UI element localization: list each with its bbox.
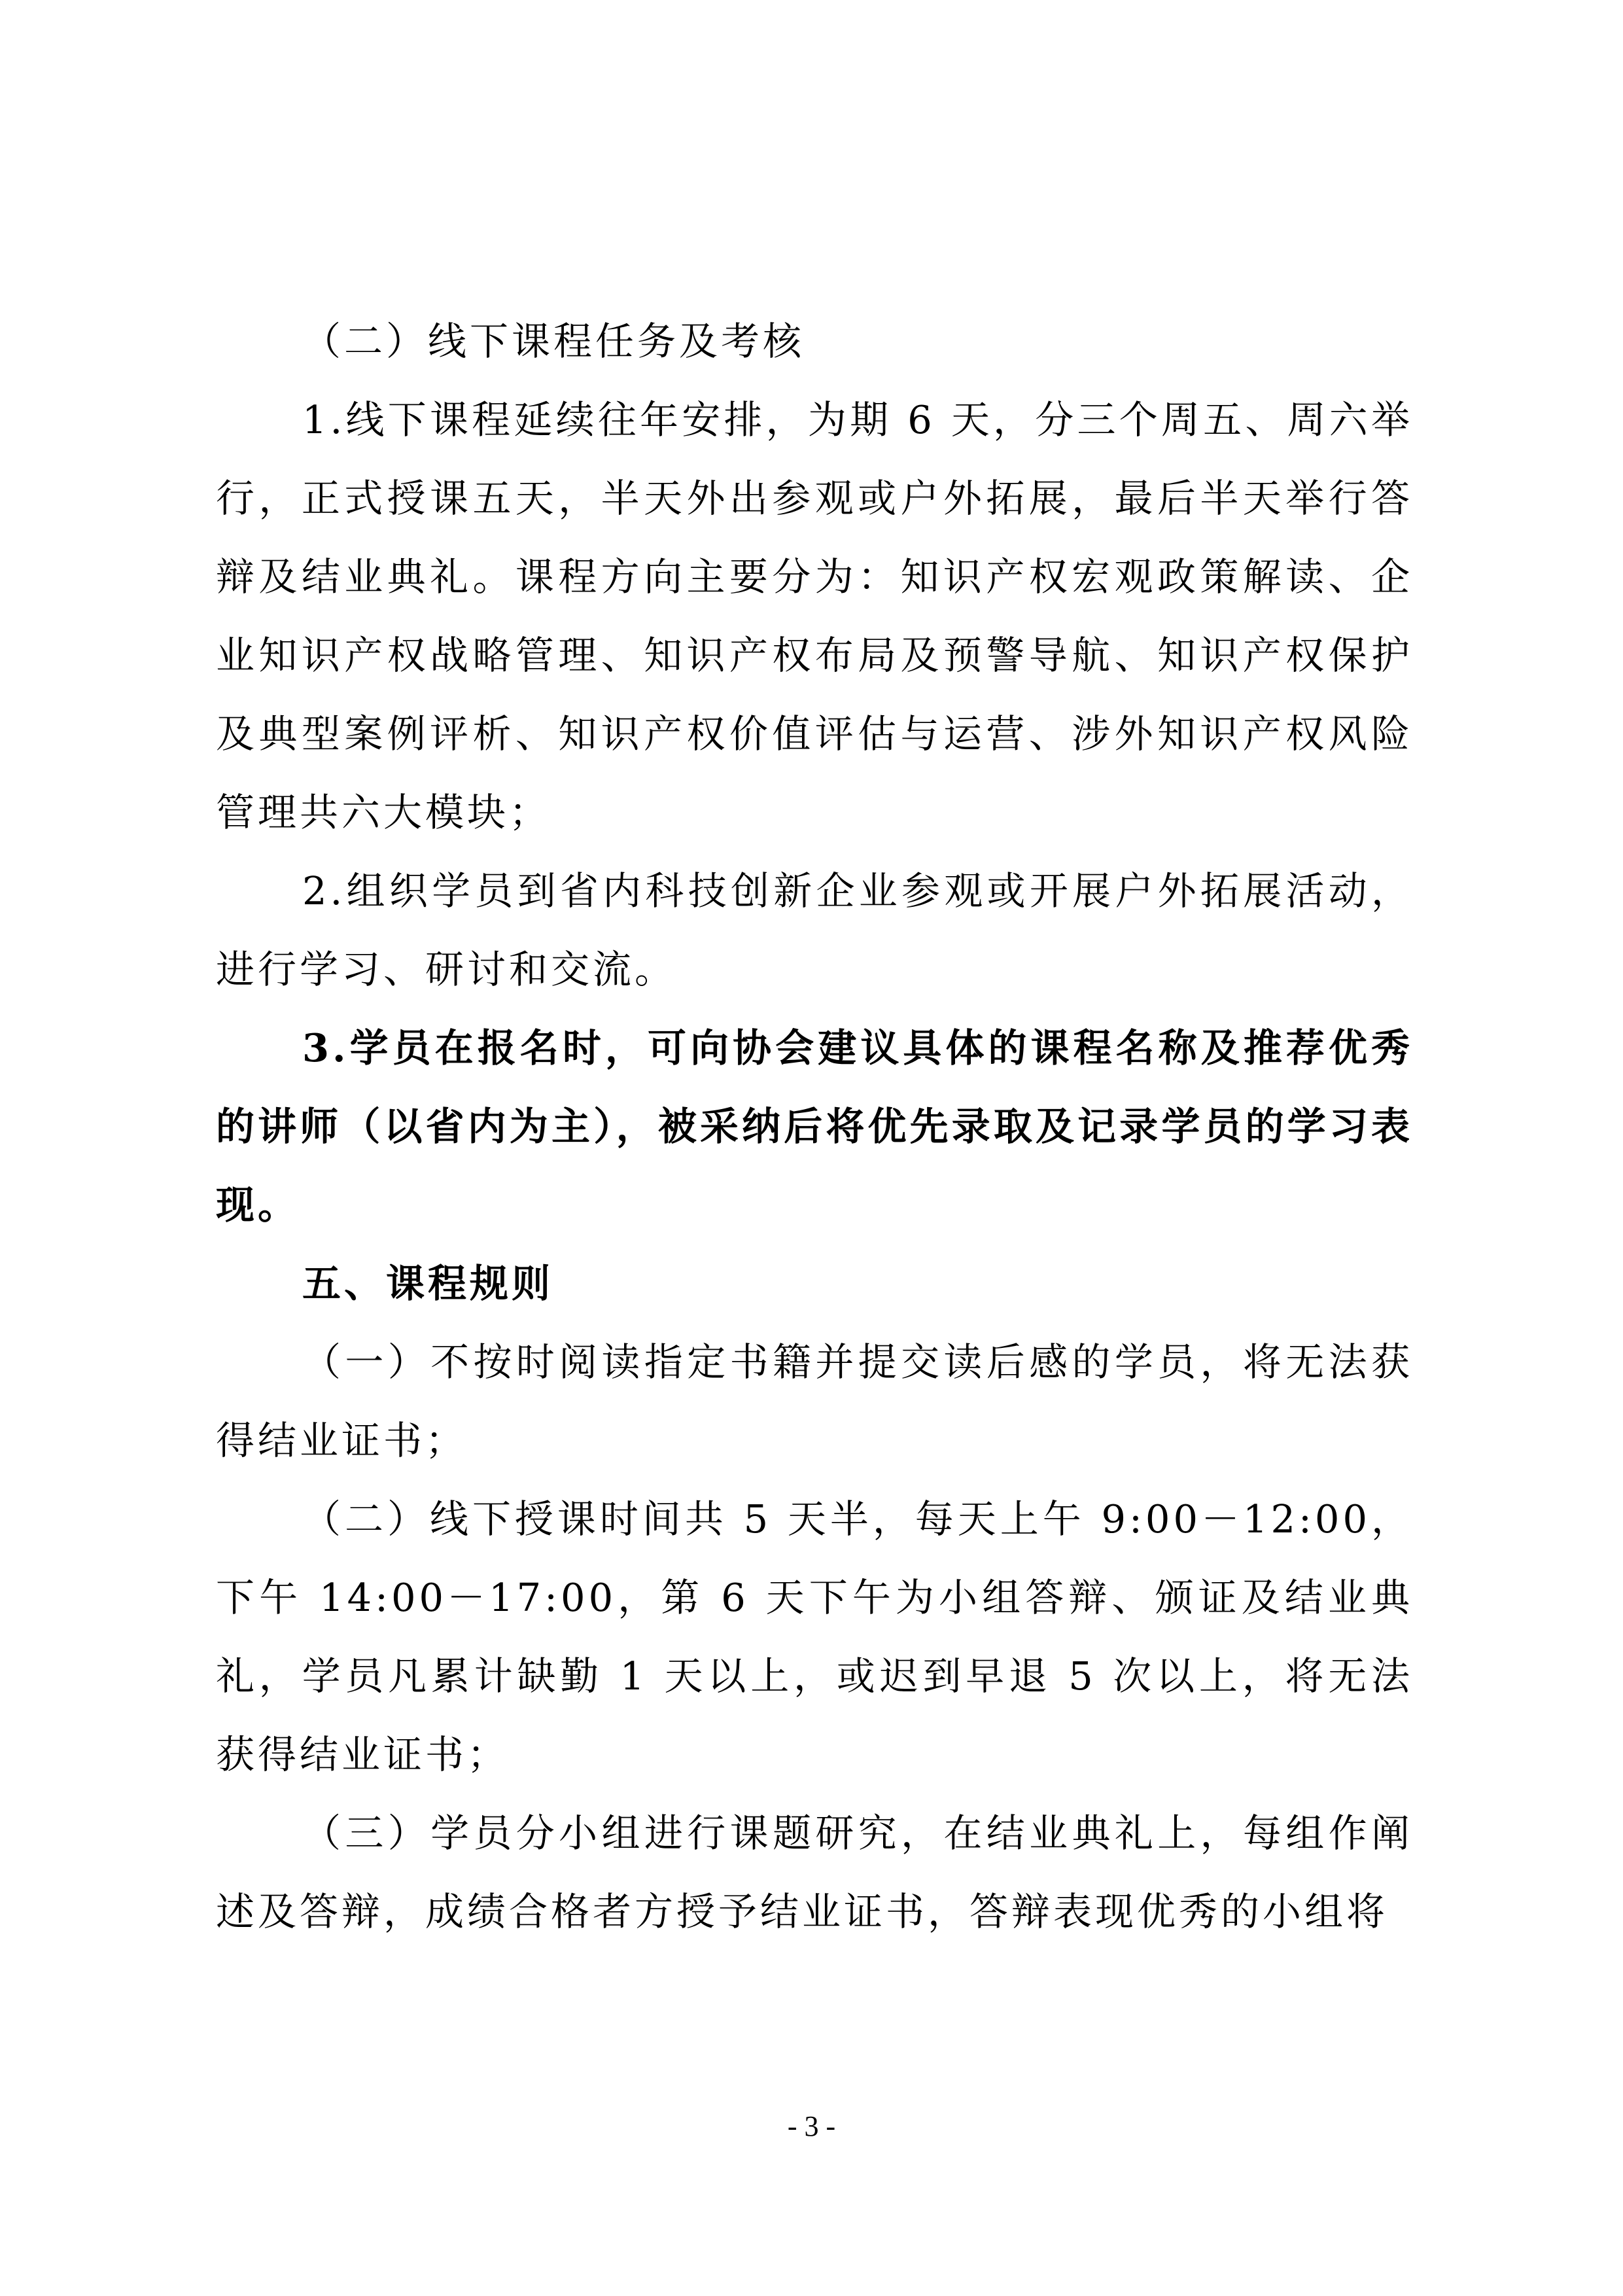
subsection-heading-offline-course: （二）线下课程任务及考核: [302, 319, 805, 364]
page-number: - 3 -: [787, 2110, 836, 2142]
paragraph-rule-1: （一）不按时阅读指定书籍并提交读后感的学员，将无法获得结业证书；: [216, 1339, 1413, 1463]
section-heading-course-rules: 五、课程规则: [302, 1261, 554, 1306]
paragraph-item-2: 2.组织学员到省内科技创新企业参观或开展户外拓展活动，进行学习、研讨和交流。: [216, 868, 1413, 992]
document-body: [216, 302, 1413, 1951]
paragraph-rule-3: （三）学员分小组进行课题研究，在结业典礼上，每组作阐述及答辩，成绩合格者方授予结业证书，答辩表现优秀的小组将: [216, 1810, 1413, 1934]
paragraph-item-1: 1.线下课程延续往年安排，为期 6 天，分三个周五、周六举行，正式授课五天，半天外出参观或户外拓展，最后半天举行答辩及结业典礼。课程方向主要分为：知识产权宏观政策解读、企业知识产权战略管理、知识产权布局及预警导航、知识产权保护及典型案例评析、知识产权价值评估与运营、涉外知识产权风险管理共六大模块；: [216, 397, 1413, 835]
paragraph-item-3-bold: 3.学员在报名时，可向协会建议具体的课程名称及推荐优秀的讲师（以省内为主），被采纳后将优先录取及记录学员的学习表现。: [216, 1025, 1413, 1227]
paragraph-rule-2: （二）线下授课时间共 5 天半，每天上午 9:00－12:00，下午 14:00－17:00，第 6 天下午为小组答辩、颁证及结业典礼，学员凡累计缺勤 1 天以上，或迟到早退 5 次以上，将无法获得结业证书；: [216, 1496, 1413, 1777]
